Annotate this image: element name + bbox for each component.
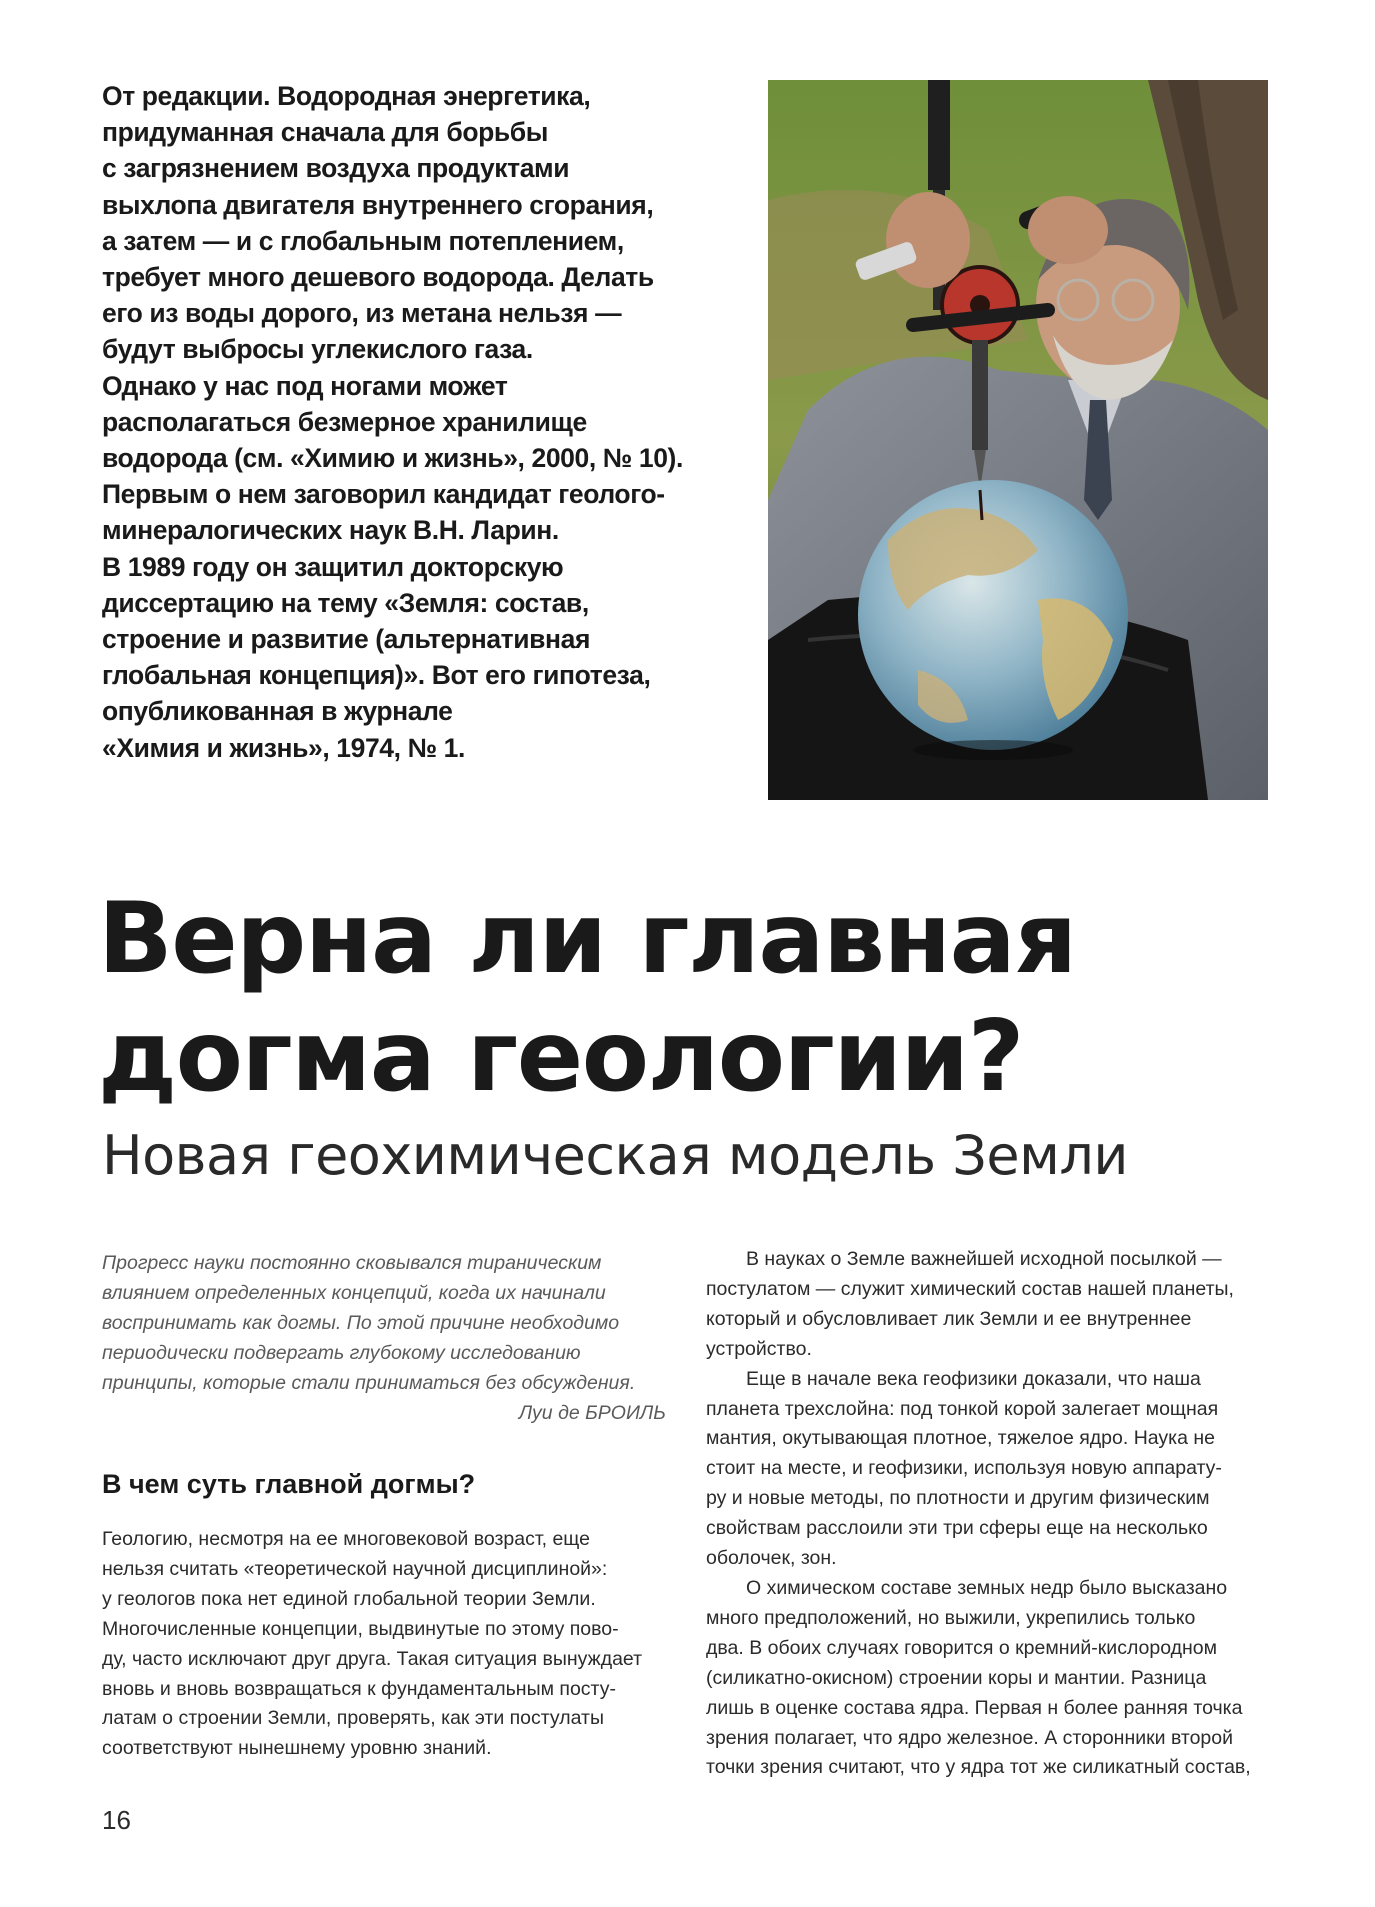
body-line: вновь и вновь возвращаться к фундаментальным посту- — [102, 1677, 616, 1700]
body-line: у геологов пока нет единой глобальной теории Земли. — [102, 1587, 596, 1610]
body-line: ру и новые методы, по плотности и другим физическим — [706, 1487, 1210, 1510]
intro-line: а затем — и с глобальным потеплением, — [102, 225, 624, 256]
body-line: точки зрения считают, что у ядра тот же силикатный состав, — [706, 1756, 1251, 1779]
epigraph-line: влиянием определенных концепций, когда их начинали — [102, 1282, 606, 1304]
body-line: два. В обоих случаях говорится о кремний-кислородном — [706, 1636, 1218, 1659]
intro-line: В 1989 году он защитил докторскую — [102, 551, 564, 582]
body-line: лишь в оценке состава ядра. Первая н более ранняя точка — [706, 1696, 1243, 1719]
body-line: стоит на месте, и геофизики, используя новую аппарату- — [706, 1457, 1222, 1480]
left-column-text — [102, 1525, 668, 1764]
intro-line: будут выбросы углекислого газа. — [102, 334, 533, 365]
section-heading: В чем суть главной догмы? — [102, 1469, 476, 1499]
body-line: свойствам расслоили эти три сферы еще на несколько — [706, 1517, 1208, 1540]
body-line: устройство. — [706, 1337, 812, 1360]
body-line: (силикатно-окисном) строении коры и мантии. Разница — [706, 1666, 1207, 1689]
epigraph-line: периодически подвергать глубокому исследованию — [102, 1342, 581, 1364]
body-line: Геологию, несмотря на ее многовековой возраст, еще — [102, 1528, 590, 1550]
title-line-1: Верна ли главная — [98, 882, 1076, 996]
body-line: оболочек, зон. — [706, 1547, 837, 1570]
man-drilling-globe-photo — [768, 80, 1268, 800]
article-subtitle: Новая геохимическая модель Земли — [102, 1124, 1128, 1187]
intro-line: требует много дешевого водорода. Делать — [102, 262, 654, 293]
body-line: нельзя считать «теоретической научной дисциплиной»: — [102, 1557, 608, 1580]
intro-line: глобальная концепция)». Вот его гипотеза, — [102, 660, 651, 691]
body-line: мантия, окутывающая плотное, тяжелое ядро. Наука не — [706, 1427, 1215, 1450]
body-line: В науках о Земле важнейшей исходной посылкой — — [746, 1248, 1222, 1270]
epigraph-line: принципы, которые стали приниматься без обсуждения. — [102, 1372, 636, 1394]
body-line: Многочисленные концепции, выдвинутые по этому пово- — [102, 1617, 619, 1640]
title-line-2: догма геологии? — [98, 1000, 1024, 1114]
body-line: много предположений, но выжили, укрепились только — [706, 1606, 1196, 1629]
page-number: 16 — [102, 1805, 131, 1835]
intro-line: его из воды дорого, из метана нельзя — — [102, 298, 622, 329]
epigraph — [102, 1248, 666, 1428]
body-line: постулатом — служит химический состав нашей планеты, — [706, 1277, 1234, 1300]
intro-line: минералогических наук В.Н. Ларин. — [102, 515, 559, 546]
body-line: О химическом составе земных недр было высказано — [746, 1576, 1228, 1599]
intro-line: Однако у нас под ногами может — [102, 370, 508, 401]
right-column-text — [706, 1245, 1272, 1783]
body-line: планета трехслойна: под тонкой корой залегает мощная — [706, 1397, 1219, 1420]
intro-line: строение и развитие (альтернативная — [102, 624, 591, 655]
editorial-intro — [102, 78, 692, 766]
intro-line: водорода (см. «Химию и жизнь», 2000, № 10). — [102, 443, 683, 474]
body-line: ду, часто исключают друг друга. Такая ситуация вынуждает — [102, 1647, 643, 1670]
epigraph-author: Луи де БРОИЛЬ — [518, 1402, 666, 1424]
intro-line: опубликованная в журнале — [102, 696, 453, 727]
body-line: Еще в начале века геофизики доказали, что наша — [746, 1367, 1201, 1390]
epigraph-line: Прогресс науки постоянно сковывался тираническим — [102, 1252, 602, 1274]
intro-line: диссертацию на тему «Земля: состав, — [102, 587, 589, 618]
intro-line: От редакции. Водородная энергетика, — [102, 81, 591, 111]
body-line: соответствуют нынешнему уровню знаний. — [102, 1737, 492, 1760]
article-title — [98, 880, 1298, 1116]
body-line: зрения полагает, что ядро железное. А сторонники второй — [706, 1726, 1234, 1749]
body-line: латам о строении Земли, проверять, как эти постулаты — [102, 1707, 604, 1730]
epigraph-line: воспринимать как догмы. По этой причине необходимо — [102, 1312, 620, 1334]
body-line: который и обусловливает лик Земли и ее внутреннее — [706, 1307, 1192, 1330]
intro-line: придуманная сначала для борьбы — [102, 117, 548, 148]
intro-line: «Химия и жизнь», 1974, № 1. — [102, 732, 465, 763]
intro-line: с загрязнением воздуха продуктами — [102, 153, 570, 184]
intro-line: располагаться безмерное хранилище — [102, 406, 587, 437]
intro-line: выхлопа двигателя внутреннего сгорания, — [102, 189, 654, 220]
intro-line: Первым о нем заговорил кандидат геолого- — [102, 479, 665, 510]
